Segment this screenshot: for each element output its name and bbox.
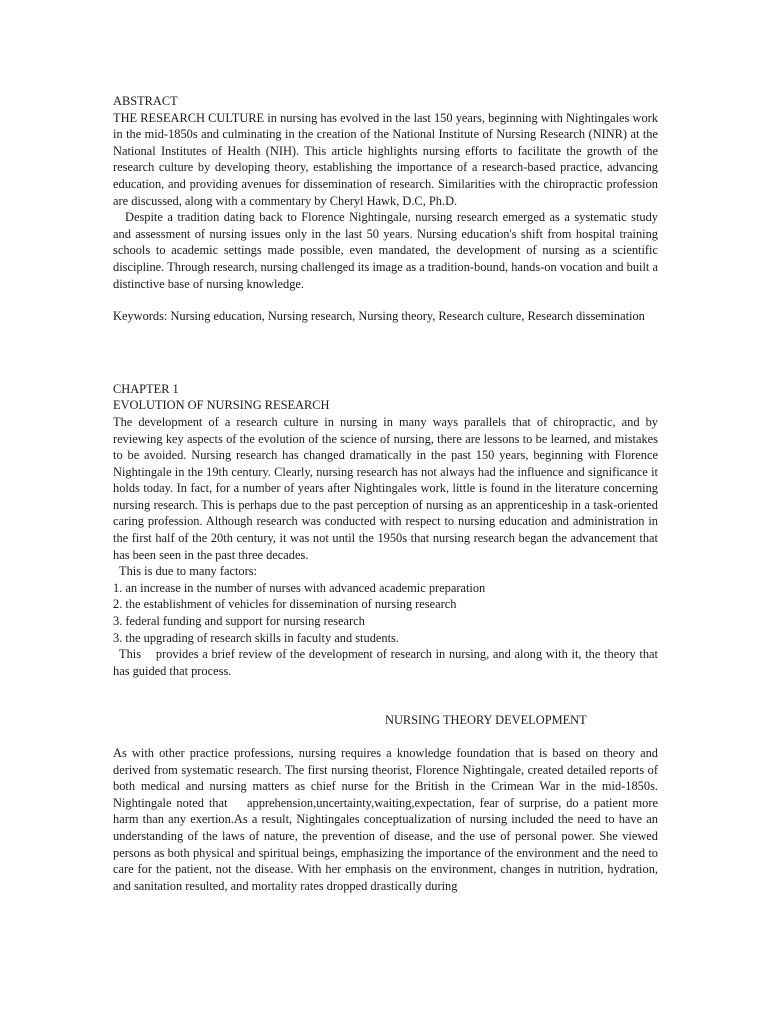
chapter-title: EVOLUTION OF NURSING RESEARCH bbox=[113, 398, 330, 413]
document-page bbox=[113, 93, 662, 894]
factor-item: 3. federal funding and support for nursing research bbox=[113, 614, 365, 629]
chapter-label: CHAPTER 1 bbox=[113, 381, 179, 396]
factor-item: 3. the upgrading of research skills in faculty and students. bbox=[113, 630, 399, 645]
section-heading: NURSING THEORY DEVELOPMENT bbox=[385, 713, 587, 728]
abstract-heading: ABSTRACT bbox=[113, 94, 178, 108]
factor-item: 2. the establishment of vehicles for dissemination of nursing research bbox=[113, 597, 457, 612]
chapter-paragraph-1: The development of a research culture in nursing in many ways parallels that of chiropractic, and by reviewing key aspects of the evolution of the science of nursing, there are lessons to be learned, and mistakes to be avoided. Nursing research has changed dramatically in the past 150 years, beginning with Florence Nightingale in the 19th century. Clearly, nursing research has not always had the influence and significance it holds today. In fact, for a number of years after Nightingales work, little is found in the literature concerning nursing research. This is perhaps due to the past perception of nursing as an apprenticeship in a task-oriented caring profession. Although research was conducted with respect to nursing education and administration in the first half of the 20th century, it was not until the 1950s that nursing research began the advancement that has been seen in the past three decades. bbox=[113, 414, 658, 562]
factors-intro: This is due to many factors: bbox=[119, 564, 257, 579]
factor-item: 1. an increase in the number of nurses with advanced academic preparation bbox=[113, 580, 486, 595]
theory-paragraph-1: As with other practice professions, nursing requires a knowledge foundation that is based on theory and derived from systematic research. The first nursing theorist, Florence Nightingale, created detailed reports of both medical and nursing matters as chief nurse for the British in the Crimean War in the mid-1850s. Nightingale noted that apprehension,uncertainty,waiting,expectation, fear of surprise, do a patient more harm than any exertion.As a result, Nightingales conceptualization of nursing included the need to have an understanding of the laws of nature, the prevention of disease, and the use of personal power. She viewed persons as both physical and spiritual beings, emphasizing the importance of the environment and the need to care for the patient, not the disease. With her emphasis on the environment, changes in nutrition, hydration, and sanitation resulted, and mortality rates dropped drastically during bbox=[113, 746, 662, 893]
chapter-closing: This provides a brief review of the development of research in nursing, and along with it, the theory that has guided that process. bbox=[113, 647, 662, 678]
abstract-paragraph-1: THE RESEARCH CULTURE in nursing has evolved in the last 150 years, beginning with Nightingales work in the mid-1850s and culminating in the creation of the National Institute of Nursing Research (NINR) at the National Institutes of Health (NIH). This article highlights nursing efforts to facilitate the growth of the research culture by developing theory, establishing the importance of a research-based practice, advancing education, and providing avenues for dissemination of research. Similarities with the chiropractic profession are discussed, along with a commentary by Cheryl Hawk, D.C, Ph.D. bbox=[113, 110, 658, 208]
keywords: Keywords: Nursing education, Nursing research, Nursing theory, Research culture, Research dissemination bbox=[113, 309, 645, 324]
abstract-paragraph-2: Despite a tradition dating back to Florence Nightingale, nursing research emerged as a systematic study and assessment of nursing issues only in the last 50 years. Nursing education's shift from hospital training schools to academic settings made possible, even mandated, the development of nursing as a scientific discipline. Through research, nursing challenged its image as a tradition-bound, hands-on vocation and built a distinctive base of nursing knowledge. bbox=[113, 210, 658, 291]
